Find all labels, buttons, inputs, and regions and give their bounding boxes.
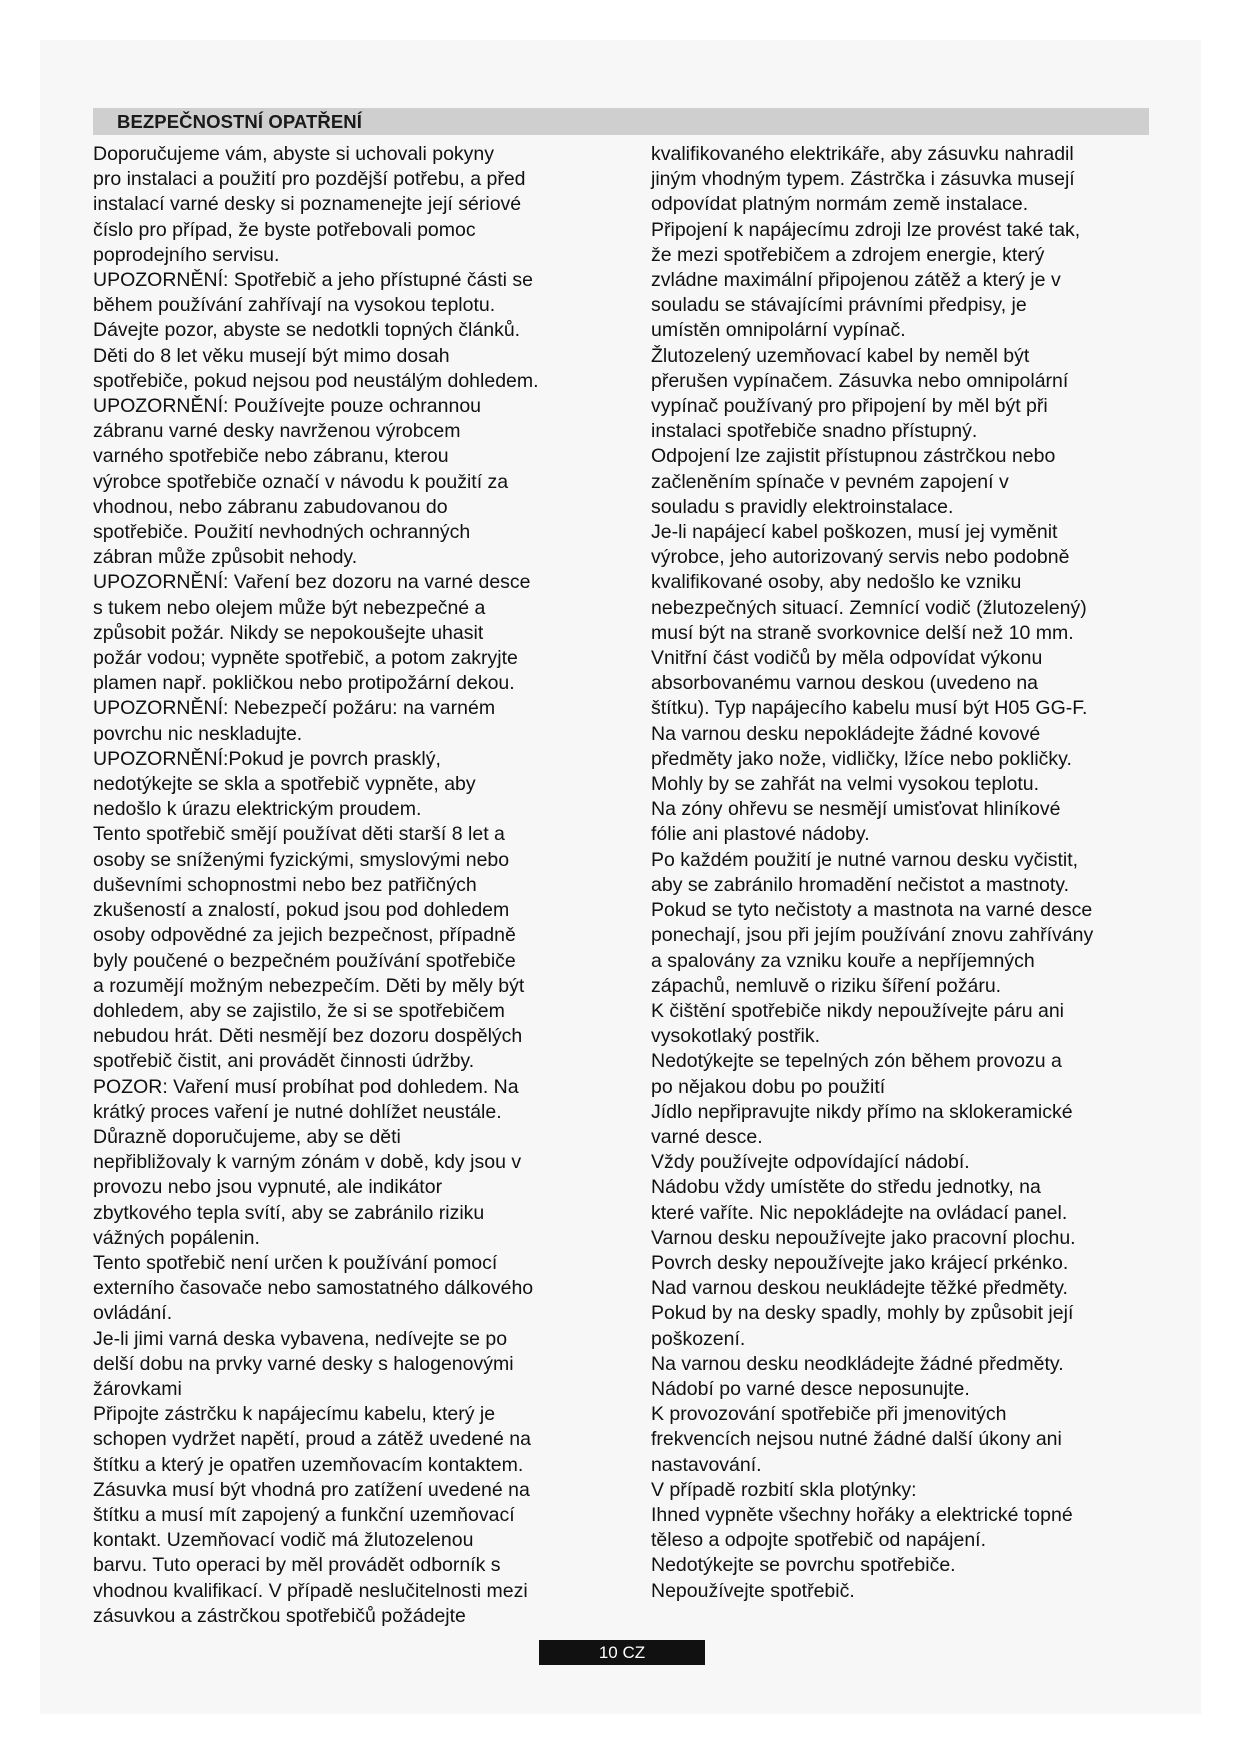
left-text-line: Je-li jimi varná deska vybavena, nedívejte se po: [93, 1327, 508, 1350]
right-text-line: absorbovanému varnou deskou (uvedeno na: [651, 672, 1039, 695]
right-text-line: výrobce, jeho autorizovaný servis nebo podobně: [651, 546, 1070, 569]
section-title: BEZPEČNOSTNÍ OPATŘENÍ: [117, 111, 363, 132]
left-text-line: Tento spotřebič není určen k používání pomocí: [93, 1251, 498, 1274]
right-text-line: Pokud se tyto nečistoty a mastnota na varné desce: [651, 899, 1093, 922]
right-text-line: frekvencích nejsou nutné žádné další úkony ani: [651, 1428, 1062, 1451]
right-text-line: Žlutozelený uzemňovací kabel by neměl být: [651, 344, 1030, 367]
left-text-line: zábran může způsobit nehody.: [93, 546, 358, 569]
right-text-line: jiným vhodným typem. Zástrčka i zásuvka musejí: [651, 168, 1075, 191]
right-text-line: Vždy používejte odpovídající nádobí.: [651, 1151, 970, 1174]
left-text-line: pro instalaci a použití pro pozdější potřebu, a před: [93, 168, 526, 191]
left-text-line: Tento spotřebič smějí používat děti starší 8 let a: [93, 823, 505, 846]
left-text-line: zábranu varné desky navrženou výrobcem: [93, 420, 461, 443]
right-text-line: zvládne maximální připojenou zátěž a který je v: [651, 269, 1061, 292]
left-text-line: Doporučujeme vám, abyste si uchovali pokyny: [93, 143, 495, 165]
left-text-line: požár vodou; vypněte spotřebič, a potom zakryjte: [93, 647, 518, 670]
left-text-line: UPOZORNĚNÍ: Spotřebič a jeho přístupné části se: [93, 269, 534, 292]
left-text-line: provozu nebo jsou vypnuté, ale indikátor: [93, 1176, 443, 1199]
left-text-line: nepřibližovaly k varným zónám v době, kdy jsou v: [93, 1151, 522, 1174]
right-text-line: kvalifikované osoby, aby nedošlo ke vzniku: [651, 571, 1022, 594]
left-text-line: delší dobu na prvky varné desky s halogenovými: [93, 1352, 514, 1375]
left-text-line: spotřebič čistit, ani provádět činnosti údržby.: [93, 1050, 475, 1073]
right-text-line: Varnou desku nepoužívejte jako pracovní plochu.: [651, 1226, 1076, 1249]
left-text-line: UPOZORNĚNÍ:Pokud je povrch prasklý,: [93, 747, 441, 770]
left-text-line: štítku a musí mít zapojený a funkční uzemňovací: [93, 1503, 515, 1526]
right-text-line: Nedotýkejte se tepelných zón během provozu a: [651, 1050, 1062, 1073]
page-number: 10 CZ: [598, 1643, 646, 1662]
page-number-box: [539, 1640, 705, 1665]
left-text-line: Připojte zástrčku k napájecímu kabelu, který je: [93, 1403, 496, 1426]
right-text-line: Mohly by se zahřát na velmi vysokou teplotu.: [651, 773, 1040, 796]
right-text-line: a spalovány za vzniku kouře a nepříjemných: [651, 949, 1035, 972]
left-text-line: instalací varné desky si poznamenejte její sériové: [93, 193, 522, 216]
left-text-line: zbytkového tepla svítí, aby se zabránilo riziku: [93, 1201, 485, 1224]
right-text-line: Odpojení lze zajistit přístupnou zástrčkou nebo: [651, 445, 1056, 468]
left-text-line: krátký proces vaření je nutné dohlížet neustále.: [93, 1100, 502, 1123]
left-text-line: duševními schopnostmi nebo bez patřičných: [93, 873, 477, 896]
left-text-line: UPOZORNĚNÍ: Nebezpečí požáru: na varném: [93, 697, 496, 720]
left-text-line: byly poučené o bezpečném používání spotřebiče: [93, 949, 516, 972]
left-text-line: nebudou hrát. Děti nesmějí bez dozoru dospělých: [93, 1025, 523, 1048]
right-text-line: aby se zabránilo hromadění nečistot a mastnoty.: [651, 873, 1070, 896]
right-text-line: instalaci spotřebiče snadno přístupný.: [651, 420, 978, 443]
right-text-line: těleso a odpojte spotřebič od napájení.: [651, 1529, 986, 1552]
right-text-line: štítku). Typ napájecího kabelu musí být H05 GG-F.: [651, 697, 1088, 720]
left-text-line: UPOZORNĚNÍ: Používejte pouze ochrannou: [93, 395, 482, 418]
right-text-line: Nepoužívejte spotřebič.: [651, 1579, 855, 1602]
left-text-line: spotřebiče, pokud nejsou pod neustálým dohledem.: [93, 369, 539, 392]
left-text-line: UPOZORNĚNÍ: Vaření bez dozoru na varné desce: [93, 571, 531, 594]
left-text-line: vhodnou, nebo zábranu zabudovanou do: [93, 495, 448, 518]
left-text-line: nedošlo k úrazu elektrickým proudem.: [93, 798, 422, 821]
left-text-line: varného spotřebiče nebo zábranu, kterou: [93, 445, 449, 468]
left-text-line: externího časovače nebo samostatného dálkového: [93, 1277, 534, 1300]
left-text-line: Důrazně doporučujeme, aby se děti: [93, 1125, 401, 1148]
left-text-line: schopen vydržet napětí, proud a zátěž uvedené na: [93, 1428, 531, 1451]
right-column: [651, 142, 1166, 1604]
left-text-line: ovládání.: [93, 1302, 173, 1325]
right-text-line: Nádobu vždy umístěte do středu jednotky, na: [651, 1176, 1041, 1199]
left-text-line: během používání zahřívají na vysokou teplotu.: [93, 294, 496, 317]
left-column: [93, 142, 615, 1629]
right-text-line: ponechají, jsou při jejím používání znovu zahřívány: [651, 924, 1094, 947]
right-text-line: předměty jako nože, vidličky, lžíce nebo pokličky.: [651, 747, 1072, 770]
right-text-line: Na varnou desku nepokládejte žádné kovové: [651, 722, 1041, 745]
left-text-line: nedotýkejte se skla a spotřebič vypněte, aby: [93, 773, 476, 796]
right-text-line: kvalifikovaného elektrikáře, aby zásuvku nahradil: [651, 143, 1074, 165]
right-text-line: Je-li napájecí kabel poškozen, musí jej vyměnit: [651, 521, 1058, 544]
left-text-line: osoby se sníženými fyzickými, smyslovými nebo: [93, 848, 510, 871]
right-text-line: nastavování.: [651, 1453, 762, 1476]
right-text-line: Nádobí po varné desce neposunujte.: [651, 1377, 970, 1400]
left-text-line: POZOR: Vaření musí probíhat pod dohledem. Na: [93, 1075, 519, 1098]
right-text-line: že mezi spotřebičem a zdrojem energie, který: [651, 243, 1045, 266]
left-text-line: s tukem nebo olejem může být nebezpečné a: [93, 596, 486, 619]
right-text-line: poškození.: [651, 1327, 746, 1350]
right-text-line: Ihned vypněte všechny hořáky a elektrické topné: [651, 1503, 1073, 1526]
right-text-line: Jídlo nepřipravujte nikdy přímo na sklokeramické: [651, 1100, 1073, 1123]
left-text-line: výrobce spotřebiče označí v návodu k použití za: [93, 470, 509, 493]
left-text-line: dohledem, aby se zajistilo, že si se spotřebičem: [93, 999, 505, 1022]
right-text-line: musí být na straně svorkovnice delší než 10 mm.: [651, 621, 1074, 644]
right-text-line: které vaříte. Nic nepokládejte na ovládací panel.: [651, 1201, 1068, 1224]
left-text-line: žárovkami: [93, 1377, 182, 1400]
right-text-line: Nad varnou deskou neukládejte těžké předměty.: [651, 1277, 1068, 1300]
right-text-line: K čištění spotřebiče nikdy nepoužívejte páru ani: [651, 999, 1064, 1022]
left-text-line: Dávejte pozor, abyste se nedotkli topných článků.: [93, 319, 521, 342]
right-text-line: Na zóny ohřevu se nesmějí umisťovat hliníkové: [651, 798, 1061, 821]
left-text-line: poprodejního servisu.: [93, 243, 280, 266]
right-text-line: V případě rozbití skla plotýnky:: [651, 1478, 917, 1501]
left-text-line: a rozumějí možným nebezpečím. Děti by měly být: [93, 974, 525, 997]
left-text-line: zásuvkou a zástrčkou spotřebičů požádejte: [93, 1604, 466, 1627]
right-text-line: Připojení k napájecímu zdroji lze provést také tak,: [651, 218, 1081, 241]
right-text-line: Nedotýkejte se povrchu spotřebiče.: [651, 1554, 956, 1577]
left-text-line: barvu. Tuto operaci by měl provádět odborník s: [93, 1554, 501, 1577]
left-text-line: povrchu nic neskladujte.: [93, 722, 303, 745]
left-text-line: spotřebiče. Použití nevhodných ochranných: [93, 521, 471, 544]
right-text-line: odpovídat platným normám země instalace.: [651, 193, 1029, 216]
left-text-line: Děti do 8 let věku musejí být mimo dosah: [93, 344, 450, 367]
left-text-line: plamen např. pokličkou nebo protipožární dekou.: [93, 672, 515, 695]
right-text-line: Vnitřní část vodičů by měla odpovídat výkonu: [651, 647, 1043, 670]
right-text-line: souladu se stávajícími právními předpisy, je: [651, 294, 1027, 317]
right-text-line: umístěn omnipolární vypínač.: [651, 319, 906, 342]
right-text-line: fólie ani plastové nádoby.: [651, 823, 870, 846]
left-text-line: osoby odpovědné za jejich bezpečnost, případně: [93, 924, 516, 947]
right-text-line: K provozování spotřebiče při jmenovitých: [651, 1403, 1007, 1426]
left-text-line: číslo pro případ, že byste potřebovali pomoc: [93, 218, 476, 241]
left-text-line: kontakt. Uzemňovací vodič má žlutozelenou: [93, 1529, 474, 1552]
section-header: [93, 108, 1149, 135]
left-text-line: štítku a který je opatřen uzemňovacím kontaktem.: [93, 1453, 524, 1476]
right-text-line: nebezpečných situací. Zemnící vodič (žlutozelený): [651, 596, 1087, 619]
right-text-line: Pokud by na desky spadly, mohly by způsobit její: [651, 1302, 1074, 1325]
right-text-line: vypínač používaný pro připojení by měl být při: [651, 395, 1048, 418]
left-text-line: vhodnou kvalifikací. V případě neslučitelnosti mezi: [93, 1579, 528, 1602]
left-text-line: zkušeností a znalostí, pokud jsou pod dohledem: [93, 899, 510, 922]
left-text-line: Zásuvka musí být vhodná pro zatížení uvedené na: [93, 1478, 530, 1501]
right-text-line: Na varnou desku neodkládejte žádné předměty.: [651, 1352, 1064, 1375]
left-text-line: způsobit požár. Nikdy se nepokoušejte uhasit: [93, 621, 484, 644]
left-text-line: vážných popálenin.: [93, 1226, 260, 1249]
right-text-line: Po každém použití je nutné varnou desku vyčistit,: [651, 848, 1079, 871]
right-text-line: po nějakou dobu po použití: [651, 1075, 886, 1098]
right-text-line: souladu s pravidly elektroinstalace.: [651, 495, 954, 518]
right-text-line: Povrch desky nepoužívejte jako krájecí prkénko.: [651, 1251, 1069, 1274]
right-text-line: vysokotlaký postřik.: [651, 1025, 821, 1048]
right-text-line: přerušen vypínačem. Zásuvka nebo omnipolární: [651, 369, 1069, 392]
right-text-line: varné desce.: [651, 1125, 763, 1148]
right-text-line: začleněním spínače v pevném zapojení v: [651, 470, 1009, 493]
right-text-line: zápachů, nemluvě o riziku šíření požáru.: [651, 974, 1002, 997]
